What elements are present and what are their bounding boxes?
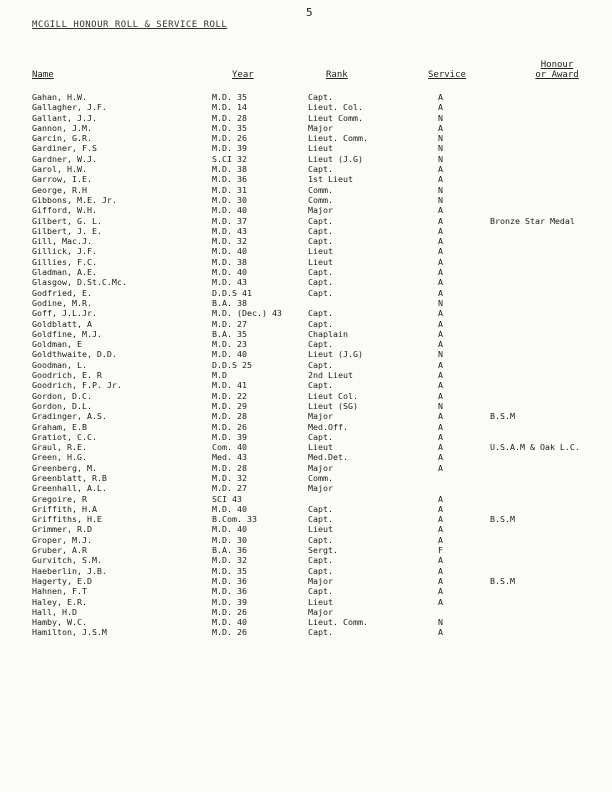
row-name: Godine, M.R. xyxy=(32,297,92,308)
row-name: Haley, E.R. xyxy=(32,596,87,607)
row-name: Gallant, J.J. xyxy=(32,112,97,123)
table-row xyxy=(0,566,612,576)
row-rank: Capt. xyxy=(308,236,333,247)
row-name: Goldman, E xyxy=(32,339,82,350)
row-year: M.D. 40 xyxy=(212,503,247,514)
row-rank: Lieut. Comm. xyxy=(308,617,368,628)
row-year: M.D. 35 xyxy=(212,92,247,102)
row-year: M.D. 41 xyxy=(212,380,247,391)
row-service: A xyxy=(438,452,443,463)
table-row xyxy=(0,154,612,164)
row-year: B.A. 35 xyxy=(212,328,247,339)
row-honour: B.S.M xyxy=(490,514,515,525)
row-year: M.D. 40 xyxy=(212,246,247,257)
table-row xyxy=(0,401,612,411)
table-row xyxy=(0,545,612,555)
row-year: M.D. 28 xyxy=(212,462,247,473)
table-row xyxy=(0,576,612,586)
row-name: Gordon, D.C. xyxy=(32,390,92,401)
page-number: 5 xyxy=(306,6,313,19)
row-service: A xyxy=(438,586,443,597)
row-name: Garol, H.W. xyxy=(32,164,87,175)
row-name: Gordon, D.L. xyxy=(32,400,92,411)
table-row xyxy=(0,514,612,524)
row-year: D.D.S 25 xyxy=(212,359,252,370)
table-row xyxy=(0,143,612,153)
row-service: A xyxy=(438,122,443,133)
row-service: A xyxy=(438,431,443,442)
row-rank: Capt. xyxy=(308,359,333,370)
row-service: A xyxy=(438,359,443,370)
row-service: A xyxy=(438,256,443,267)
row-service: A xyxy=(438,215,443,226)
row-rank: Comm. xyxy=(308,194,333,205)
row-name: Greenberg, M. xyxy=(32,462,97,473)
row-rank: Capt. xyxy=(308,555,333,566)
column-header-honour-line1: Honour xyxy=(540,60,574,70)
row-service: A xyxy=(438,92,443,102)
row-name: Gladman, A.E. xyxy=(32,267,97,278)
row-rank: Chaplain xyxy=(308,328,348,339)
row-name: Gahan, H.W. xyxy=(32,92,87,102)
row-year: M.D. 26 xyxy=(212,133,247,144)
row-service: N xyxy=(438,617,443,628)
row-year: M.D xyxy=(212,370,227,381)
row-service: A xyxy=(438,442,443,453)
row-name: Goldthwaite, D.D. xyxy=(32,349,117,360)
row-rank: Lieut. Comm. xyxy=(308,133,368,144)
table-row xyxy=(0,473,612,483)
row-year: M.D. (Dec.) 43 xyxy=(212,308,282,319)
row-service: A xyxy=(438,328,443,339)
row-service: A xyxy=(438,236,443,247)
table-row xyxy=(0,339,612,349)
table-row xyxy=(0,432,612,442)
row-year: M.D. 39 xyxy=(212,143,247,154)
row-name: Gill, Mac.J. xyxy=(32,236,92,247)
table-row xyxy=(0,422,612,432)
row-service: A xyxy=(438,565,443,576)
row-service: A xyxy=(438,174,443,185)
row-service: A xyxy=(438,164,443,175)
row-rank: Lieut. Col. xyxy=(308,102,363,113)
row-name: Hahnen, F.T xyxy=(32,586,87,597)
row-name: Gilbert, J. E. xyxy=(32,225,102,236)
row-rank: Comm. xyxy=(308,472,333,483)
table-row xyxy=(0,185,612,195)
row-year: M.D. 27 xyxy=(212,483,247,494)
row-rank: Capt. xyxy=(308,287,333,298)
row-rank: 2nd Lieut xyxy=(308,370,353,381)
row-year: M.D. 29 xyxy=(212,400,247,411)
row-year: M.D. 26 xyxy=(212,606,247,617)
row-year: M.D. 32 xyxy=(212,472,247,483)
table-row xyxy=(0,133,612,143)
row-rank: Capt. xyxy=(308,308,333,319)
row-year: M.D. 22 xyxy=(212,390,247,401)
table-row xyxy=(0,205,612,215)
row-year: M.D. 40 xyxy=(212,205,247,216)
row-service: A xyxy=(438,370,443,381)
row-rank: Major xyxy=(308,205,333,216)
row-honour: B.S.M xyxy=(490,575,515,586)
row-service: A xyxy=(438,380,443,391)
table-row xyxy=(0,380,612,390)
table-row xyxy=(0,349,612,359)
table-row xyxy=(0,463,612,473)
row-rank: Capt. xyxy=(308,514,333,525)
row-rank: Lieut Col. xyxy=(308,390,358,401)
row-rank: Med.Off. xyxy=(308,421,348,432)
row-service: A xyxy=(438,277,443,288)
row-name: Goodrich, E. R xyxy=(32,370,102,381)
table-row xyxy=(0,329,612,339)
row-name: Garrow, I.E. xyxy=(32,174,92,185)
table-row xyxy=(0,113,612,123)
row-name: Hamby, W.C. xyxy=(32,617,87,628)
row-name: Graul, R.E. xyxy=(32,442,87,453)
row-name: Grimmer, R.D xyxy=(32,524,92,535)
row-service: A xyxy=(438,524,443,535)
table-row xyxy=(0,555,612,565)
row-name: Greenblatt, R.B xyxy=(32,472,107,483)
row-service: A xyxy=(438,555,443,566)
table-row xyxy=(0,586,612,596)
row-year: S.CI 32 xyxy=(212,153,247,164)
row-year: M.D. 26 xyxy=(212,421,247,432)
table-row xyxy=(0,92,612,102)
table-row xyxy=(0,535,612,545)
row-name: Gibbons, M.E. Jr. xyxy=(32,194,117,205)
table-row xyxy=(0,442,612,452)
table-row xyxy=(0,597,612,607)
table-row xyxy=(0,524,612,534)
row-name: Goldfine, M.J. xyxy=(32,328,102,339)
table-row xyxy=(0,174,612,184)
row-year: Com. 40 xyxy=(212,442,247,453)
row-service: N xyxy=(438,153,443,164)
row-service: A xyxy=(438,339,443,350)
row-service: A xyxy=(438,627,443,638)
column-header-honour xyxy=(522,60,592,80)
row-rank: Lieut (J.G) xyxy=(308,349,363,360)
row-year: M.D. 32 xyxy=(212,555,247,566)
row-rank: 1st Lieut xyxy=(308,174,353,185)
row-name: Godfried, E. xyxy=(32,287,92,298)
table-row xyxy=(0,267,612,277)
row-rank: Capt. xyxy=(308,534,333,545)
row-name: Hall, H.D xyxy=(32,606,77,617)
row-year: M.D. 28 xyxy=(212,112,247,123)
row-year: M.D. 30 xyxy=(212,534,247,545)
row-year: B.A. 36 xyxy=(212,545,247,556)
row-service: A xyxy=(438,102,443,113)
column-header-service: Service xyxy=(428,70,466,80)
row-honour: B.S.M xyxy=(490,411,515,422)
row-service: A xyxy=(438,575,443,586)
table-row xyxy=(0,319,612,329)
row-year: M.D. 43 xyxy=(212,225,247,236)
column-header-rank: Rank xyxy=(326,70,348,80)
table-row xyxy=(0,308,612,318)
row-rank: Capt. xyxy=(308,565,333,576)
row-name: Goff, J.L.Jr. xyxy=(32,308,97,319)
row-service: A xyxy=(438,318,443,329)
row-year: M.D. 14 xyxy=(212,102,247,113)
row-year: M.D. 38 xyxy=(212,164,247,175)
row-rank: Lieut Comm. xyxy=(308,112,363,123)
row-year: M.D. 36 xyxy=(212,174,247,185)
table-row xyxy=(0,370,612,380)
row-name: Gifford, W.H. xyxy=(32,205,97,216)
row-year: M.D. 39 xyxy=(212,596,247,607)
row-name: Griffiths, H.E xyxy=(32,514,102,525)
table-row xyxy=(0,504,612,514)
row-year: SCI 43 xyxy=(212,493,242,504)
row-service: A xyxy=(438,493,443,504)
row-name: Greenhall, A.L. xyxy=(32,483,107,494)
row-name: Gallagher, J.F. xyxy=(32,102,107,113)
row-rank: Med.Det. xyxy=(308,452,348,463)
row-rank: Lieut xyxy=(308,143,333,154)
table-row xyxy=(0,236,612,246)
row-name: Gilbert, G. L. xyxy=(32,215,102,226)
row-rank: Capt. xyxy=(308,267,333,278)
table-row xyxy=(0,607,612,617)
row-service: A xyxy=(438,596,443,607)
row-service: N xyxy=(438,194,443,205)
row-service: A xyxy=(438,462,443,473)
table-row xyxy=(0,494,612,504)
table-row xyxy=(0,288,612,298)
row-service: N xyxy=(438,400,443,411)
table-row xyxy=(0,226,612,236)
row-rank: Comm. xyxy=(308,184,333,195)
row-rank: Major xyxy=(308,606,333,617)
row-service: A xyxy=(438,287,443,298)
row-name: Garcin, G.R. xyxy=(32,133,92,144)
row-name: Gillies, F.C. xyxy=(32,256,97,267)
row-rank: Capt. xyxy=(308,225,333,236)
row-year: M.D. 40 xyxy=(212,349,247,360)
table-row xyxy=(0,216,612,226)
table-row xyxy=(0,123,612,133)
row-service: A xyxy=(438,534,443,545)
row-year: M.D. 26 xyxy=(212,627,247,638)
row-year: M.D. 36 xyxy=(212,586,247,597)
table-row xyxy=(0,452,612,462)
table-row xyxy=(0,195,612,205)
row-rank: Lieut xyxy=(308,256,333,267)
row-honour: Bronze Star Medal xyxy=(490,215,575,226)
column-header-honour-line2: or Award xyxy=(535,70,579,80)
row-rank: Lieut (SG) xyxy=(308,400,358,411)
row-rank: Major xyxy=(308,575,333,586)
row-year: M.D. 43 xyxy=(212,277,247,288)
row-service: N xyxy=(438,143,443,154)
row-rank: Capt. xyxy=(308,318,333,329)
table-row xyxy=(0,164,612,174)
row-rank: Major xyxy=(308,462,333,473)
row-name: Graham, E.B xyxy=(32,421,87,432)
row-rank: Capt. xyxy=(308,586,333,597)
row-year: M.D. 40 xyxy=(212,524,247,535)
row-year: M.D. 27 xyxy=(212,318,247,329)
row-year: M.D. 37 xyxy=(212,215,247,226)
table-row xyxy=(0,246,612,256)
row-name: Gratiot, C.C. xyxy=(32,431,97,442)
row-year: Med. 43 xyxy=(212,452,247,463)
row-year: B.Com. 33 xyxy=(212,514,257,525)
table-row xyxy=(0,298,612,308)
row-name: Hagerty, E.D xyxy=(32,575,92,586)
table-row xyxy=(0,277,612,287)
row-name: George, R.H xyxy=(32,184,87,195)
row-name: Gardiner, F.S xyxy=(32,143,97,154)
table-row xyxy=(0,391,612,401)
row-name: Goodrich, F.P. Jr. xyxy=(32,380,122,391)
row-rank: Capt. xyxy=(308,380,333,391)
row-name: Gruber, A.R xyxy=(32,545,87,556)
row-year: M.D. 35 xyxy=(212,122,247,133)
row-year: M.D. 30 xyxy=(212,194,247,205)
row-rank: Capt. xyxy=(308,339,333,350)
column-header-year: Year xyxy=(232,70,254,80)
row-rank: Lieut xyxy=(308,442,333,453)
row-name: Haeberlin, J.B. xyxy=(32,565,107,576)
table-row xyxy=(0,483,612,493)
row-rank: Lieut (J.G) xyxy=(308,153,363,164)
row-year: M.D. 31 xyxy=(212,184,247,195)
row-year: M.D. 23 xyxy=(212,339,247,350)
row-honour: U.S.A.M & Oak L.C. xyxy=(490,442,580,453)
row-year: M.D. 32 xyxy=(212,236,247,247)
row-year: M.D. 39 xyxy=(212,431,247,442)
row-year: D.D.S 41 xyxy=(212,287,252,298)
row-rank: Major xyxy=(308,483,333,494)
row-service: N xyxy=(438,349,443,360)
row-rank: Capt. xyxy=(308,431,333,442)
row-name: Gradinger, A.S. xyxy=(32,411,107,422)
row-rank: Major xyxy=(308,411,333,422)
row-service: A xyxy=(438,503,443,514)
row-rank: Capt. xyxy=(308,215,333,226)
table-row xyxy=(0,627,612,637)
row-service: N xyxy=(438,112,443,123)
row-year: B.A. 38 xyxy=(212,297,247,308)
row-year: M.D. 28 xyxy=(212,411,247,422)
row-rank: Major xyxy=(308,122,333,133)
table-row xyxy=(0,411,612,421)
row-rank: Capt. xyxy=(308,503,333,514)
row-name: Gardner, W.J. xyxy=(32,153,97,164)
row-name: Griffith, H.A xyxy=(32,503,97,514)
row-service: A xyxy=(438,421,443,432)
row-name: Goldblatt, A xyxy=(32,318,92,329)
table-row xyxy=(0,102,612,112)
row-name: Groper, M.J. xyxy=(32,534,92,545)
row-name: Gregoire, R xyxy=(32,493,87,504)
row-rank: Capt. xyxy=(308,277,333,288)
row-service: A xyxy=(438,411,443,422)
table-row xyxy=(0,360,612,370)
row-service: A xyxy=(438,514,443,525)
row-service: F xyxy=(438,545,443,556)
row-rank: Capt. xyxy=(308,92,333,102)
row-service: A xyxy=(438,308,443,319)
row-year: M.D. 40 xyxy=(212,617,247,628)
roll-table xyxy=(0,92,612,638)
row-service: A xyxy=(438,205,443,216)
row-service: N xyxy=(438,297,443,308)
row-name: Green, H.G. xyxy=(32,452,87,463)
row-name: Gillick, J.F. xyxy=(32,246,97,257)
row-service: A xyxy=(438,267,443,278)
row-name: Goodman, L. xyxy=(32,359,87,370)
row-name: Glasgow, D.St.C.Mc. xyxy=(32,277,127,288)
table-row xyxy=(0,617,612,627)
row-year: M.D. 36 xyxy=(212,575,247,586)
row-service: A xyxy=(438,390,443,401)
row-name: Gurvitch, S.M. xyxy=(32,555,102,566)
row-service: A xyxy=(438,246,443,257)
row-rank: Capt. xyxy=(308,627,333,638)
row-rank: Lieut xyxy=(308,246,333,257)
row-year: M.D. 38 xyxy=(212,256,247,267)
row-rank: Sergt. xyxy=(308,545,338,556)
row-service: N xyxy=(438,184,443,195)
row-name: Gannon, J.M. xyxy=(32,122,92,133)
row-year: M.D. 35 xyxy=(212,565,247,576)
row-year: M.D. 40 xyxy=(212,267,247,278)
row-rank: Lieut xyxy=(308,596,333,607)
document-title: MCGILL HONOUR ROLL & SERVICE ROLL xyxy=(32,20,228,30)
column-header-name: Name xyxy=(32,70,54,80)
row-rank: Capt. xyxy=(308,164,333,175)
row-service: A xyxy=(438,225,443,236)
row-service: N xyxy=(438,133,443,144)
table-row xyxy=(0,257,612,267)
row-name: Hamilton, J.S.M xyxy=(32,627,107,638)
row-rank: Lieut xyxy=(308,524,333,535)
